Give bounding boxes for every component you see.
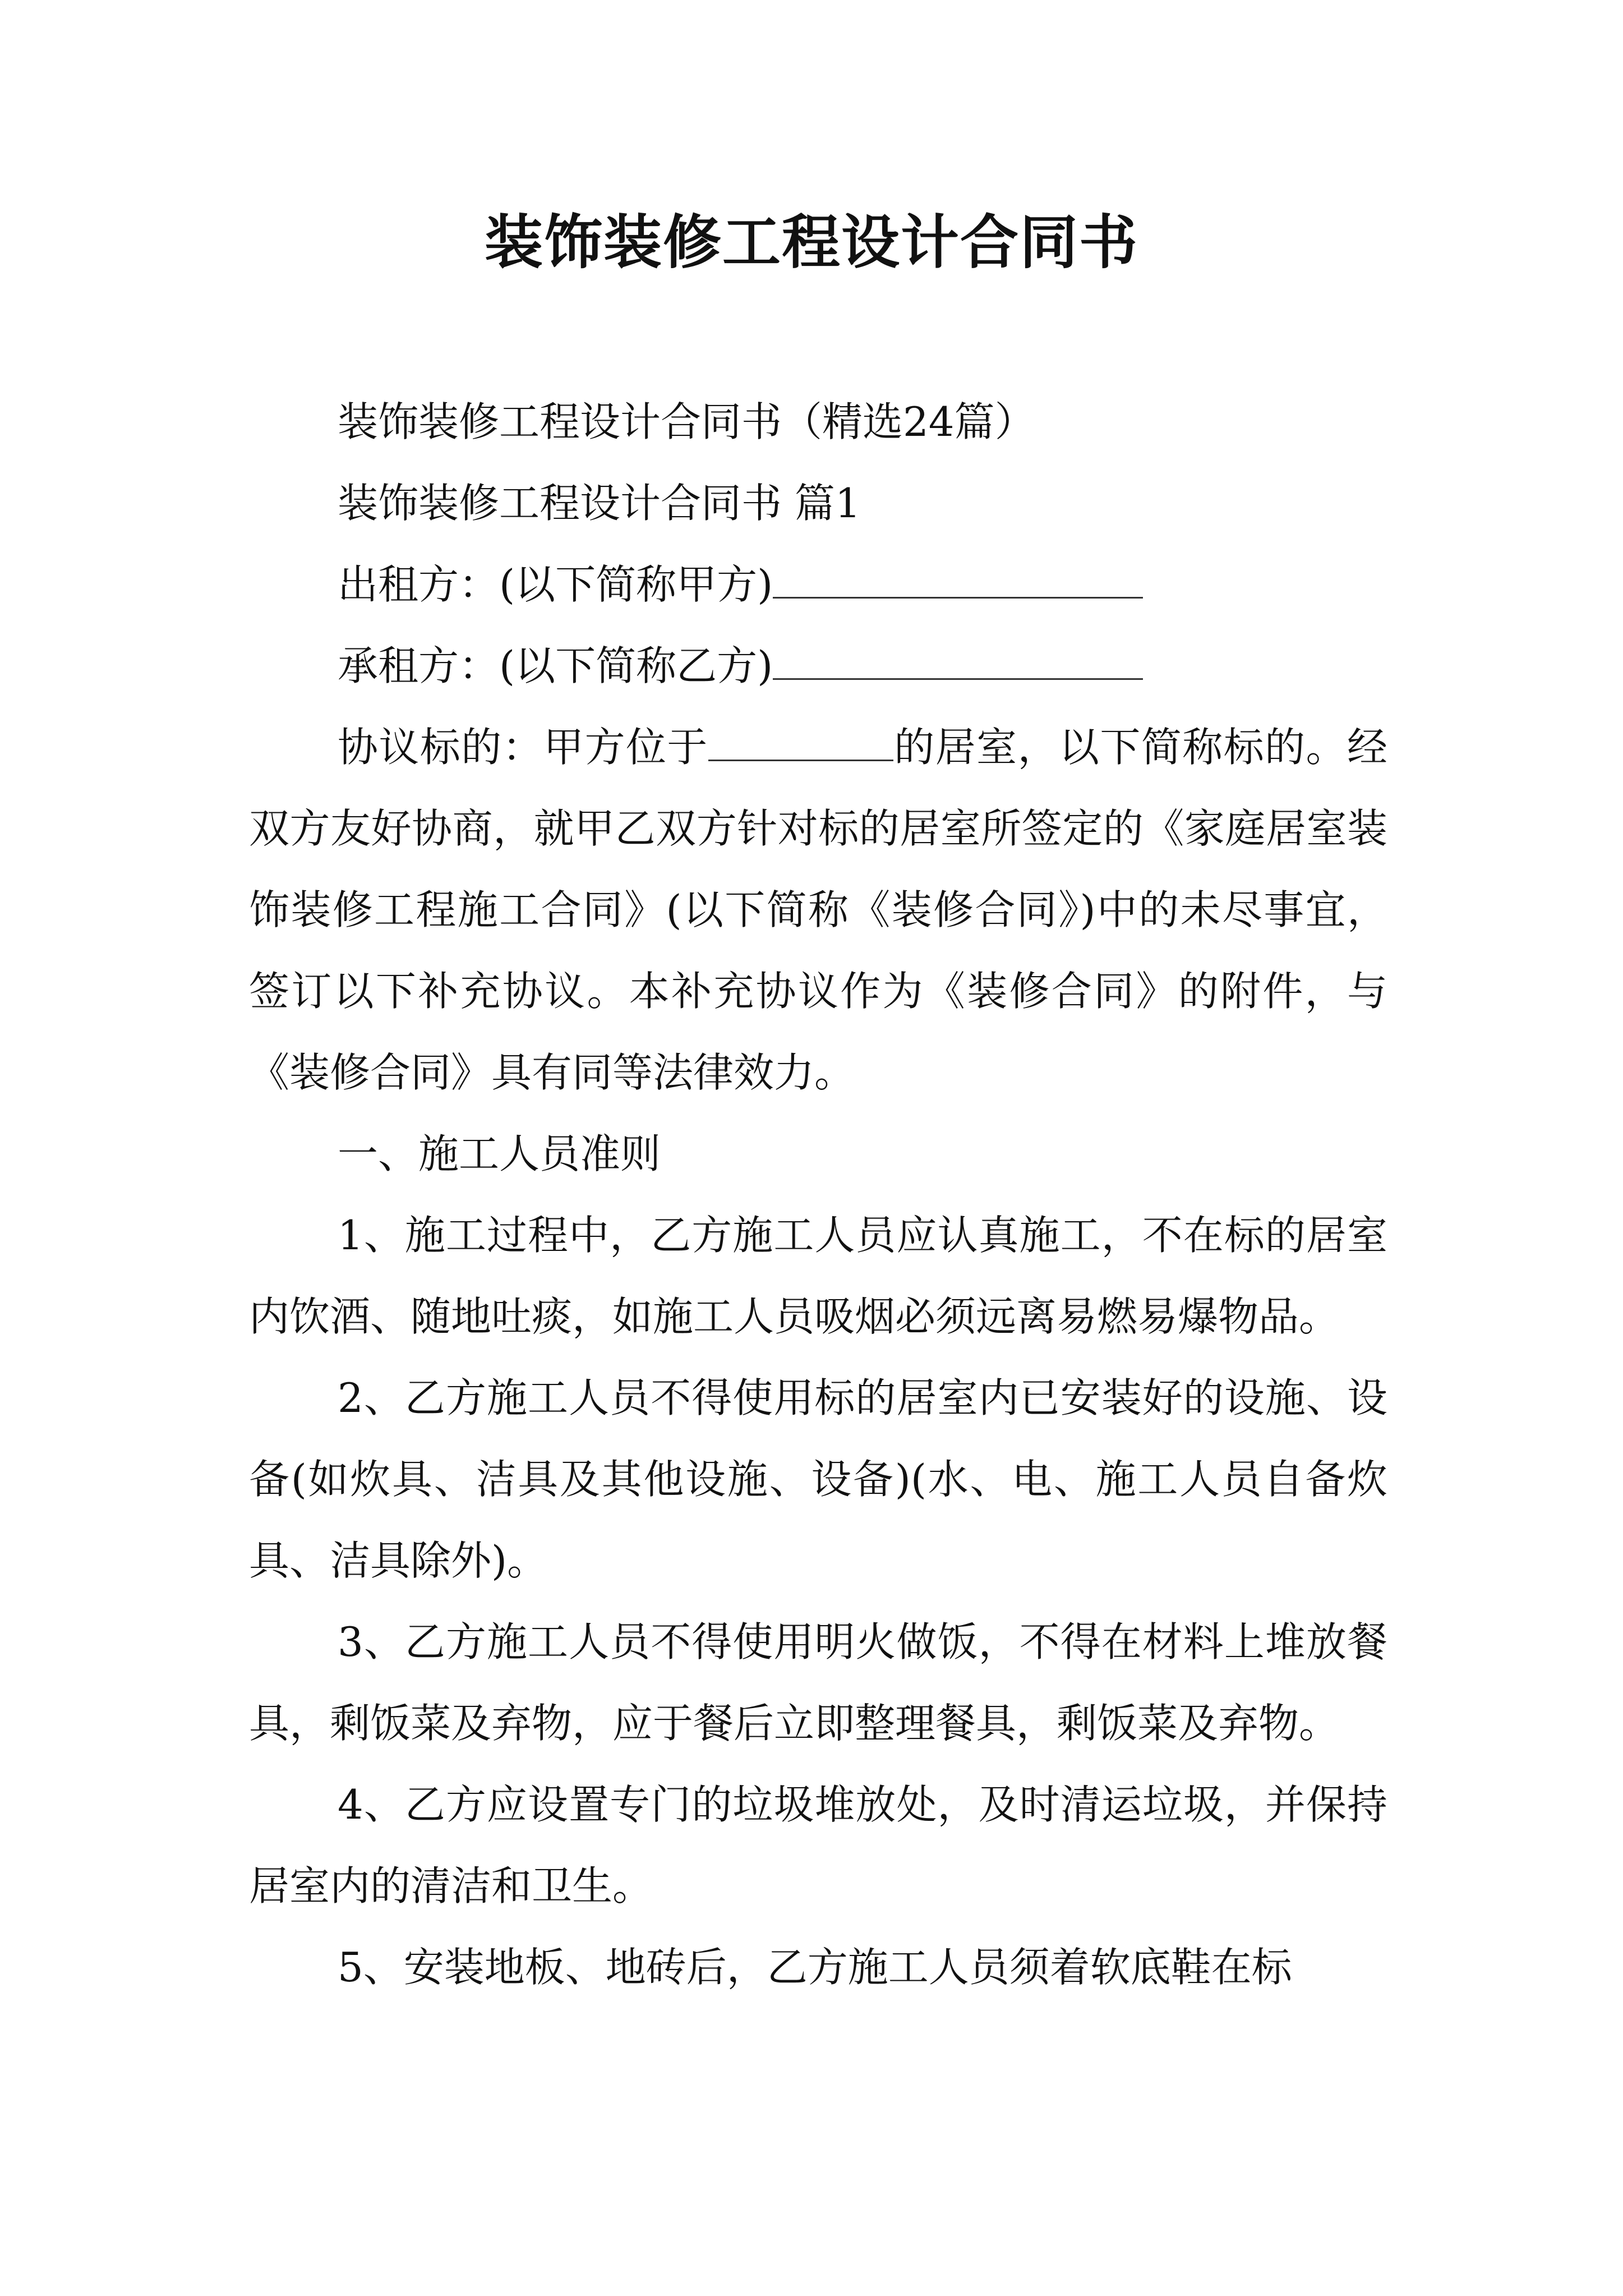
clause-2: 2、乙方施工人员不得使用标的居室内已安装好的设施、设备(如炊具、洁具及其他设施、设备)(水、电、施工人员自备炊具、洁具除外)。: [249, 1374, 1387, 1584]
clause-4: 4、乙方应设置专门的垃圾堆放处，及时清运垃圾，并保持居室内的清洁和卫生。: [249, 1781, 1387, 1910]
lessor-label: 出租方：(以下简称甲方): [338, 561, 773, 608]
lessee-blank: [773, 633, 1143, 680]
lessee-label: 承租方：(以下简称乙方): [338, 642, 773, 689]
section-heading: 装饰装修工程设计合同书 篇1: [338, 480, 861, 527]
lessor-line: [249, 544, 1387, 625]
lessor-blank: [773, 552, 1143, 599]
clause-3: 3、乙方施工人员不得使用明火做饭，不得在材料上堆放餐具，剩饭菜及弃物，应于餐后立即整理餐具，剩饭菜及弃物。: [249, 1618, 1387, 1747]
agreement-suffix: 的居室，以下简称标的。经双方友好协商，就甲乙双方针对标的居室所签定的《家庭居室装饰装修工程施工合同》(以下简称《装修合同》)中的未尽事宜，签订以下补充协议。本补充协议作为《装修合同》的附件，与《装修合同》具有同等法律效力。: [249, 724, 1387, 1096]
clause-5: 5、安装地板、地砖后，乙方施工人员须着软底鞋在标: [338, 1944, 1292, 1991]
agreement-paragraph: [249, 707, 1387, 1114]
address-blank: [708, 715, 893, 761]
lessee-line: [249, 625, 1387, 707]
document-body: [249, 381, 1387, 2008]
subtitle: 装饰装修工程设计合同书（精选24篇）: [338, 398, 1035, 445]
agreement-prefix: 协议标的：甲方位于: [338, 724, 708, 771]
clause-1: 1、施工过程中，乙方施工人员应认真施工，不在标的居室内饮酒、随地吐痰，如施工人员吸烟必须远离易燃易爆物品。: [249, 1212, 1387, 1340]
chapter-heading: 一、施工人员准则: [338, 1130, 661, 1177]
document-title: 装饰装修工程设计合同书: [484, 208, 1138, 277]
